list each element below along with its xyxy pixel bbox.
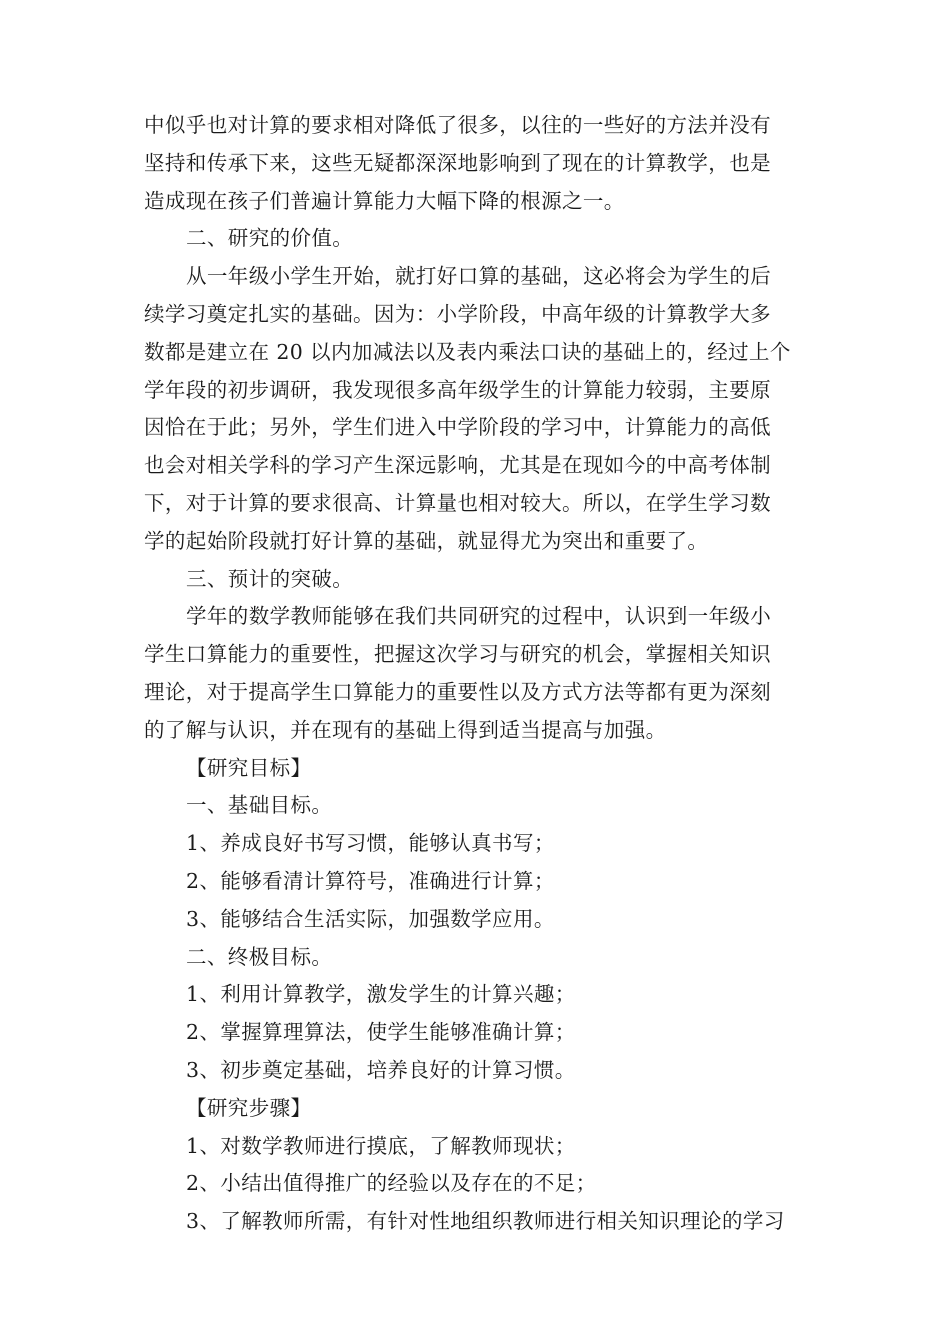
list-item: 3、初步奠定基础，培养良好的计算习惯。 — [186, 1057, 576, 1082]
body-line: 下，对于计算的要求很高、计算量也相对较大。所以，在学生学习数 — [144, 490, 771, 515]
body-line: 中似乎也对计算的要求相对降低了很多，以往的一些好的方法并没有 — [144, 113, 771, 137]
section-heading: 一、基础目标。 — [186, 793, 333, 818]
list-item: 3、了解教师所需，有针对性地组织教师进行相关知识理论的学习 — [186, 1209, 785, 1234]
document-body — [144, 107, 814, 1241]
list-item: 2、能够看清计算符号，准确进行计算； — [186, 868, 555, 893]
body-line: 数都是建立在 20 以内加减法以及表内乘法口诀的基础上的，经过上个 — [144, 339, 791, 364]
section-heading: 【研究目标】 — [186, 755, 312, 780]
body-line: 学的起始阶段就打好计算的基础，就显得尤为突出和重要了。 — [144, 528, 709, 553]
body-line: 也会对相关学科的学习产生深远影响，尤其是在现如今的中高考体制 — [144, 453, 771, 478]
body-line: 学年的数学教师能够在我们共同研究的过程中，认识到一年级小 — [186, 604, 772, 629]
body-line: 学年段的初步调研，我发现很多高年级学生的计算能力较弱，主要原 — [144, 377, 771, 402]
body-line: 学生口算能力的重要性，把握这次学习与研究的机会，掌握相关知识 — [144, 642, 771, 667]
list-item: 1、对数学教师进行摸底，了解教师现状； — [186, 1133, 576, 1158]
list-item: 1、养成良好书写习惯，能够认真书写； — [186, 831, 555, 856]
section-heading: 三、预计的突破。 — [186, 566, 354, 591]
section-heading: 【研究步骤】 — [186, 1095, 312, 1120]
body-line: 续学习奠定扎实的基础。因为：小学阶段，中高年级的计算教学大多 — [144, 301, 771, 326]
body-line: 的了解与认识，并在现有的基础上得到适当提高与加强。 — [144, 717, 667, 742]
body-line: 理论，对于提高学生口算能力的重要性以及方式方法等都有更为深刻 — [144, 679, 771, 704]
list-item: 1、利用计算教学，激发学生的计算兴趣； — [186, 982, 576, 1007]
section-heading: 二、终极目标。 — [186, 944, 333, 969]
list-item: 2、掌握算理算法，使学生能够准确计算； — [186, 1020, 576, 1045]
section-heading: 二、研究的价值。 — [186, 226, 354, 251]
list-item: 3、能够结合生活实际，加强数学应用。 — [186, 906, 555, 931]
body-line: 造成现在孩子们普遍计算能力大幅下降的根源之一。 — [144, 188, 625, 213]
body-line: 从一年级小学生开始，就打好口算的基础，这必将会为学生的后 — [186, 264, 772, 289]
body-line: 因恰在于此；另外，学生们进入中学阶段的学习中，计算能力的高低 — [144, 415, 771, 440]
body-line: 坚持和传承下来，这些无疑都深深地影响到了现在的计算教学，也是 — [144, 150, 771, 175]
list-item: 2、小结出值得推广的经验以及存在的不足； — [186, 1171, 597, 1196]
